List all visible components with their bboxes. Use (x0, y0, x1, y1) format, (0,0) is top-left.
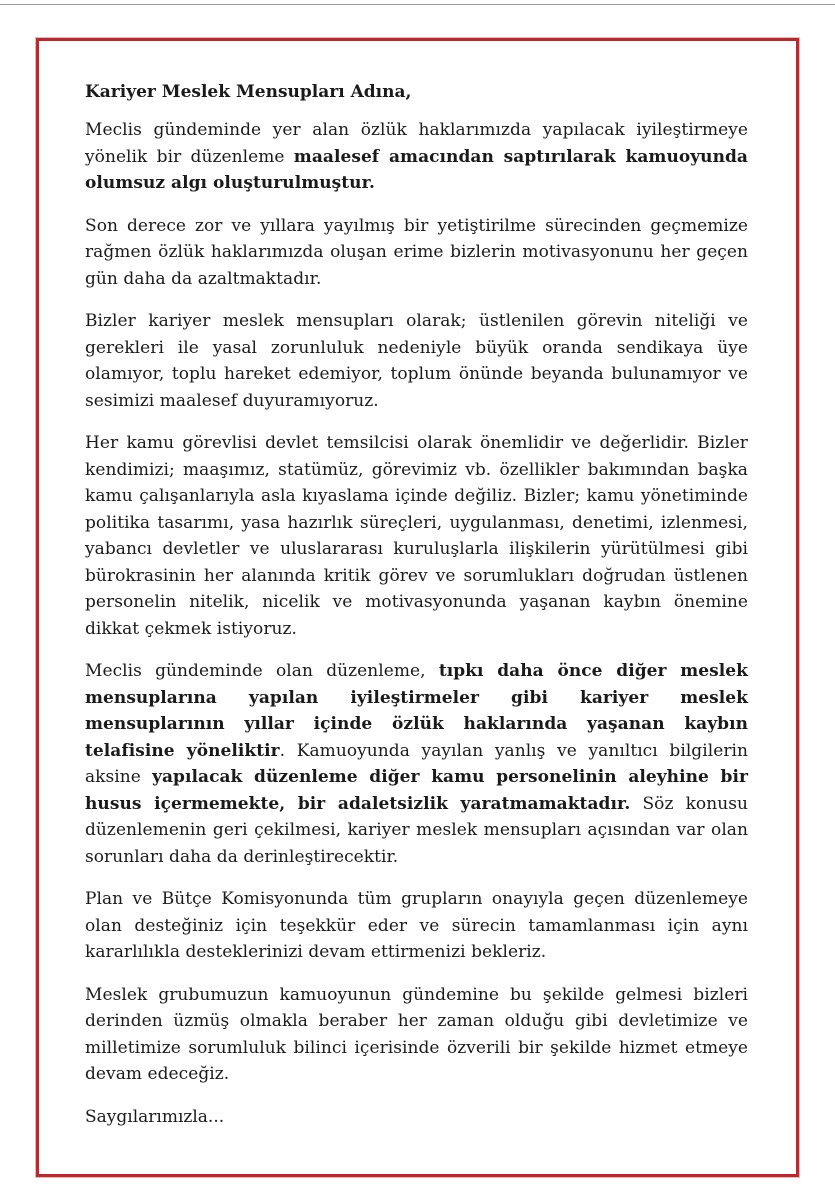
letter-closing: Saygılarımızla... (85, 1106, 225, 1127)
letter-frame (36, 38, 799, 1177)
paragraph-5-text-a: Meclis gündeminde olan düzenleme, (85, 661, 439, 681)
paragraph-5-bold-a: tıpkı daha önce diğer meslek mensuplarına yapılan iyileştirmeler gibi kariyer meslek mensuplarının yıllar içinde özlük haklarında yaşanan kaybın telafisine yöneliktir (85, 661, 748, 761)
paragraph-2: Son derece zor ve yıllara yayılmış bir yetiştirilme sürecinden geçmemize rağmen özlük haklarımızda oluşan erime bizlerin motivasyonunu her geçen gün daha da azaltmaktadır. (85, 215, 748, 289)
paragraph-1-bold: maalesef amacından saptırılarak kamuoyunda olumsuz algı oluşturulmuştur. (85, 146, 748, 193)
paragraph-5-text-b: . Kamuoyunda yayılan yanlış ve yanıltıcı bilgilerin aksine (85, 740, 748, 787)
paragraph-4: Her kamu görevlisi devlet temsilcisi olarak önemlidir ve değerlidir. Bizler kendimizi; maaşımız, statümüz, görevimiz vb. özellikler bakımından başka kamu çalışanlarıyla asla kıyaslama içinde değiliz. Bizler; kamu yönetiminde politika tasarımı, yasa hazırlık süreçleri, uygulanması, denetimi, izlenmesi, yabancı devletler ve uluslararası kuruluşlarla ilişkilerin yürütülmesi gibi bürokrasinin her alanında kritik görev ve sorumlukları doğrudan üstlenen personelin nitelik, nicelik ve motivasyonunda yaşanan kaybın önemine dikkat çekmek istiyoruz. (85, 433, 748, 639)
letter-body (85, 79, 748, 1130)
paragraph-5 (85, 658, 748, 870)
paragraph-3: Bizler kariyer meslek mensupları olarak; üstlenilen görevin niteliği ve gerekleri ile yasal zorunluluk nedeniyle büyük oranda sendikaya üye olamıyor, toplu hareket edemiyor, toplum önünde beyanda bulunamıyor ve sesimizi maalesef duyuramıyoruz. (85, 311, 748, 411)
paragraph-1-text: Meclis gündeminde yer alan özlük haklarımızda yapılacak iyileştirmeye yönelik bir düzenleme (85, 120, 748, 167)
paragraph-5-bold-b: yapılacak düzenleme diğer kamu personelinin aleyhine bir husus içermemekte, bir adaletsizlik yaratmamaktadır. (85, 767, 748, 814)
top-divider (0, 0, 835, 5)
paragraph-6: Plan ve Bütçe Komisyonunda tüm grupların onayıyla geçen düzenlemeye olan desteğiniz için teşekkür eder ve sürecin tamamlanması için aynı kararlılıkla desteklerinizi devam ettirmenizi bekleriz. (85, 889, 748, 962)
paragraph-1 (85, 117, 748, 197)
paragraph-7: Meslek grubumuzun kamuoyunun gündemine bu şekilde gelmesi bizleri derinden üzmüş olmakla beraber her zaman olduğu gibi devletimize ve milletimize sorumluluk bilinci içerisinde özverili bir şekilde hizmet etmeye devam edeceğiz. (85, 984, 748, 1084)
letter-greeting: Kariyer Meslek Mensupları Adına, (85, 82, 412, 102)
paragraph-5-text-c: Söz konusu düzenlemenin geri çekilmesi, kariyer meslek mensupları açısından var olan sorunları daha da derinleştirecektir. (85, 793, 748, 867)
